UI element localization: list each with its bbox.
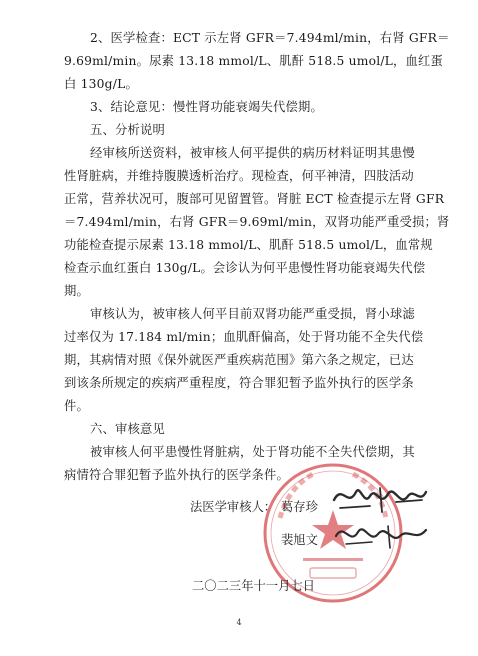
text-line: 2、医学检查：ECT 示左肾 GFR＝7.494ml/min，右肾 GFR＝: [90, 31, 450, 45]
reviewer-name-2: 裴旭文: [281, 533, 318, 547]
text-line: 经审核所送资料，被审核人何平提供的病历材料证明其患慢: [90, 146, 415, 160]
text-line: 审核认为，被审核人何平目前双肾功能严重受损，肾小球滤: [90, 307, 415, 321]
text-line: 检查示血红蛋白 130g/L。会诊认为何平患慢性肾功能衰竭失代偿: [64, 261, 426, 275]
text-line: 过率仅为 17.184 ml/min；血肌酐偏高，处于肾功能不全失代偿: [64, 330, 424, 344]
text-line: ＝7.494ml/min，右肾 GFR＝9.69ml/min，双肾功能严重受损；肾: [64, 215, 450, 229]
text-line: 到该条所规定的疾病严重程度，符合罪犯暂予监外执行的医学条: [64, 376, 414, 390]
text-line: 白 130g/L。: [64, 77, 138, 91]
handwritten-signature: [330, 478, 430, 518]
text-line: 期。: [64, 284, 89, 298]
text-line: 正常，营养状况可，腹部可见留置管。肾脏 ECT 检查提示左肾 GFR: [64, 192, 445, 206]
signature-role-label: 法医学审核人：: [190, 500, 277, 514]
text-line: 病情符合罪犯暂予监外执行的医学条件。: [64, 468, 289, 482]
signature-date: 二〇二三年十一月七日: [192, 579, 315, 593]
text-line: 9.69ml/min。尿素 13.18 mmol/L、肌酐 518.5 umol/L，血红蛋: [64, 54, 444, 68]
section-heading: 六、审核意见: [90, 422, 165, 436]
reviewer-name-1: 葛存珍: [281, 500, 318, 514]
text-line: 件。: [64, 399, 89, 413]
text-line: 期，其病情对照《保外就医严重疾病范围》第六条之规定，已达: [64, 353, 414, 367]
text-line: 功能检查提示尿素 13.18 mmol/L、肌酐 518.5 umol/L，血常规: [64, 238, 433, 252]
handwritten-signature: [330, 518, 430, 552]
text-line: 3、结论意见：慢性肾功能衰竭失代偿期。: [90, 100, 323, 114]
text-line: 被审核人何平患慢性肾脏病，处于肾功能不全失代偿期，其: [90, 445, 415, 459]
page-number: 4: [236, 618, 242, 627]
section-heading: 五、分析说明: [90, 123, 165, 137]
text-line: 性肾脏病，并维持腹膜透析治疗。现检查，何平神清，四肢活动: [64, 169, 414, 183]
